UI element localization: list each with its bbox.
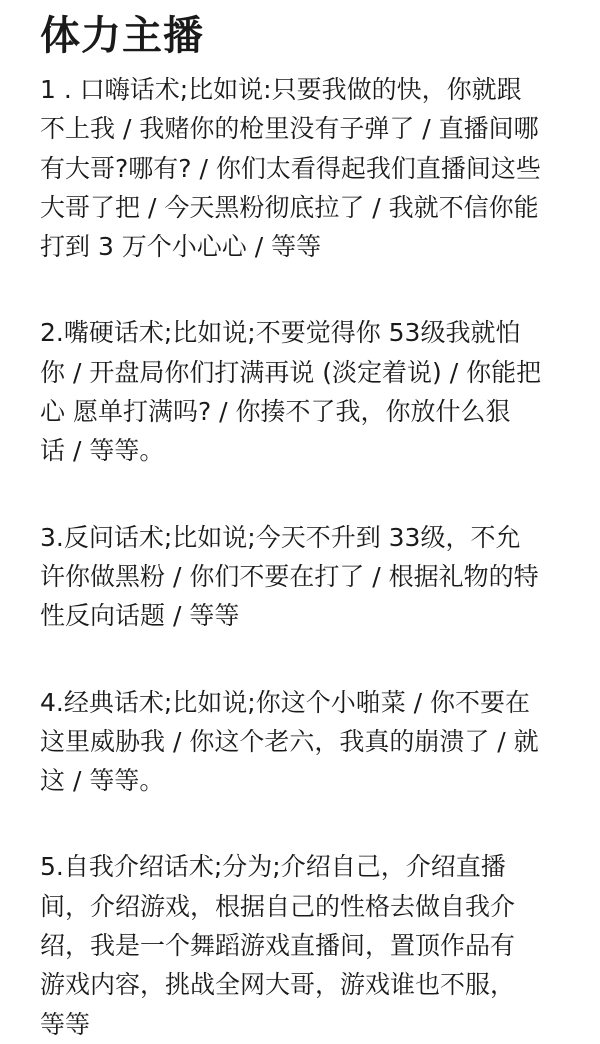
section-1: [40, 70, 560, 266]
paragraph-line: 等等: [40, 1009, 91, 1039]
paragraph-line: 话 / 等等。: [40, 436, 165, 466]
section-spacer: [40, 471, 560, 518]
paragraph-line: 你 / 开盘局你们打满再说 (淡定着说) / 你能把: [40, 357, 542, 387]
section-spacer: [40, 636, 560, 683]
paragraph-line: 不上我 / 我赌你的枪里没有子弹了 / 直播间哪: [40, 114, 539, 144]
section-4: [40, 683, 560, 801]
paragraph-line: 许你做黑粉 / 你们不要在打了 / 根据礼物的特: [40, 561, 539, 591]
paragraph-line: 1 . 口嗨话术;比如说:只要我做的快，你就跟: [40, 75, 522, 104]
paragraph-line: 绍，我是一个舞蹈游戏直播间，置顶作品有: [40, 931, 516, 961]
page-title: 体力主播: [40, 13, 204, 59]
paragraph-line: 游戏内容，挑战全网大哥，游戏谁也不服，: [40, 970, 516, 1000]
section-spacer: [40, 800, 560, 847]
paragraph-line: 性反向话题 / 等等: [40, 601, 240, 631]
section-2: [40, 313, 560, 470]
section-3: [40, 518, 560, 636]
paragraph-line: 这里威胁我 / 你这个老六，我真的崩溃了 / 就: [40, 726, 539, 756]
paragraph-line: 间，介绍游戏，根据自己的性格去做自我介: [40, 891, 516, 921]
paragraph-line: 2.嘴硬话术;比如说;不要觉得你 53级我就怕: [40, 318, 521, 348]
paragraph-line: 打到 3 万个小心心 / 等等: [40, 232, 322, 262]
section-5: [40, 847, 560, 1043]
paragraph-line: 这 / 等等。: [40, 766, 165, 796]
section-spacer: [40, 266, 560, 313]
paragraph-line: 4.经典话术;比如说;你这个小啪菜 / 你不要在: [40, 687, 531, 717]
paragraph-line: 5.自我介绍话术;分为;介绍自己，介绍直播: [40, 852, 506, 882]
paragraph-line: 3.反问话术;比如说;今天不升到 33级，不允: [40, 522, 521, 552]
paragraph-line: 有大哥?哪有? / 你们太看得起我们直播间这些: [40, 153, 541, 183]
paragraph-line: 大哥了把 / 今天黑粉彻底拉了 / 我就不信你能: [40, 192, 539, 222]
paragraph-line: 心 愿单打满吗? / 你揍不了我，你放什么狠: [40, 397, 511, 427]
